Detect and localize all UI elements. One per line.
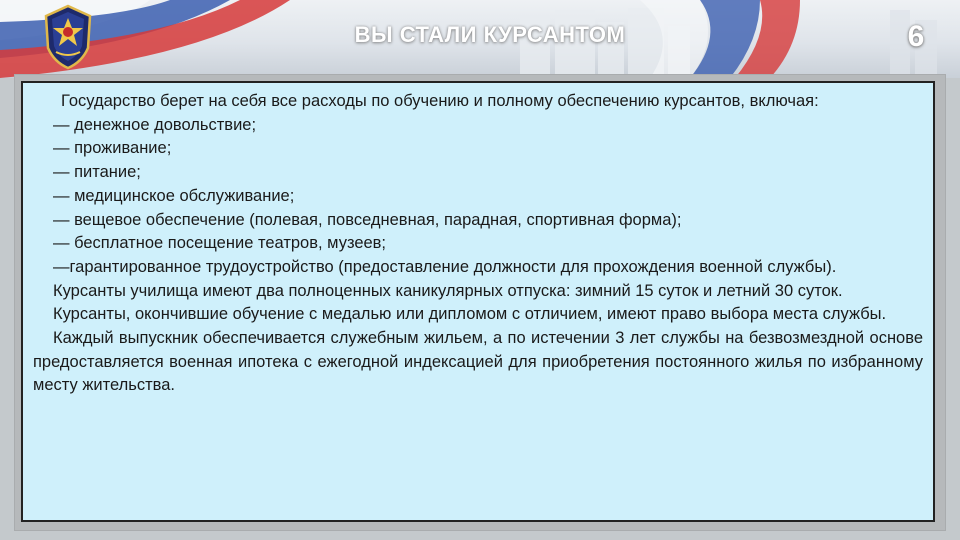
list-item: — вещевое обеспечение (полевая, повседневная, парадная, спортивная форма); bbox=[53, 210, 682, 229]
vacation-paragraph: Курсанты училища имеют два полноценных каникулярных отпуска: зимний 15 суток и летний 30 суток. bbox=[53, 281, 843, 300]
page-number: 6 bbox=[907, 20, 925, 53]
content-text bbox=[33, 90, 923, 398]
list-item: — денежное довольствие; bbox=[53, 115, 257, 134]
medal-paragraph: Курсанты, окончившие обучение с медалью или дипломом с отличием, имеют право выбора места службы. bbox=[53, 305, 887, 324]
list-item: — медицинское обслуживание; bbox=[53, 186, 295, 205]
housing-paragraph: Каждый выпускник обеспечивается служебным жильем, а по истечении 3 лет службы на безвозмездной основе предоставляется военная ипотека с ежегодной индексацией для приобретения постоянного жилья по избранному месту жительства. bbox=[33, 329, 923, 395]
list-item: — бесплатное посещение театров, музеев; bbox=[53, 234, 387, 253]
intro-paragraph: Государство берет на себя все расходы по обучению и полному обеспечению курсантов, включая: bbox=[61, 92, 819, 110]
list-item: — проживание; bbox=[53, 139, 172, 158]
slide-title: ВЫ СТАЛИ КУРСАНТОМ bbox=[354, 22, 626, 47]
academy-emblem-icon bbox=[42, 4, 94, 70]
list-item: — питание; bbox=[53, 163, 141, 182]
list-item: —гарантированное трудоустройство (предоставление должности для прохождения военной службы). bbox=[53, 257, 837, 276]
slide-header bbox=[0, 0, 960, 78]
content-box bbox=[21, 81, 935, 522]
